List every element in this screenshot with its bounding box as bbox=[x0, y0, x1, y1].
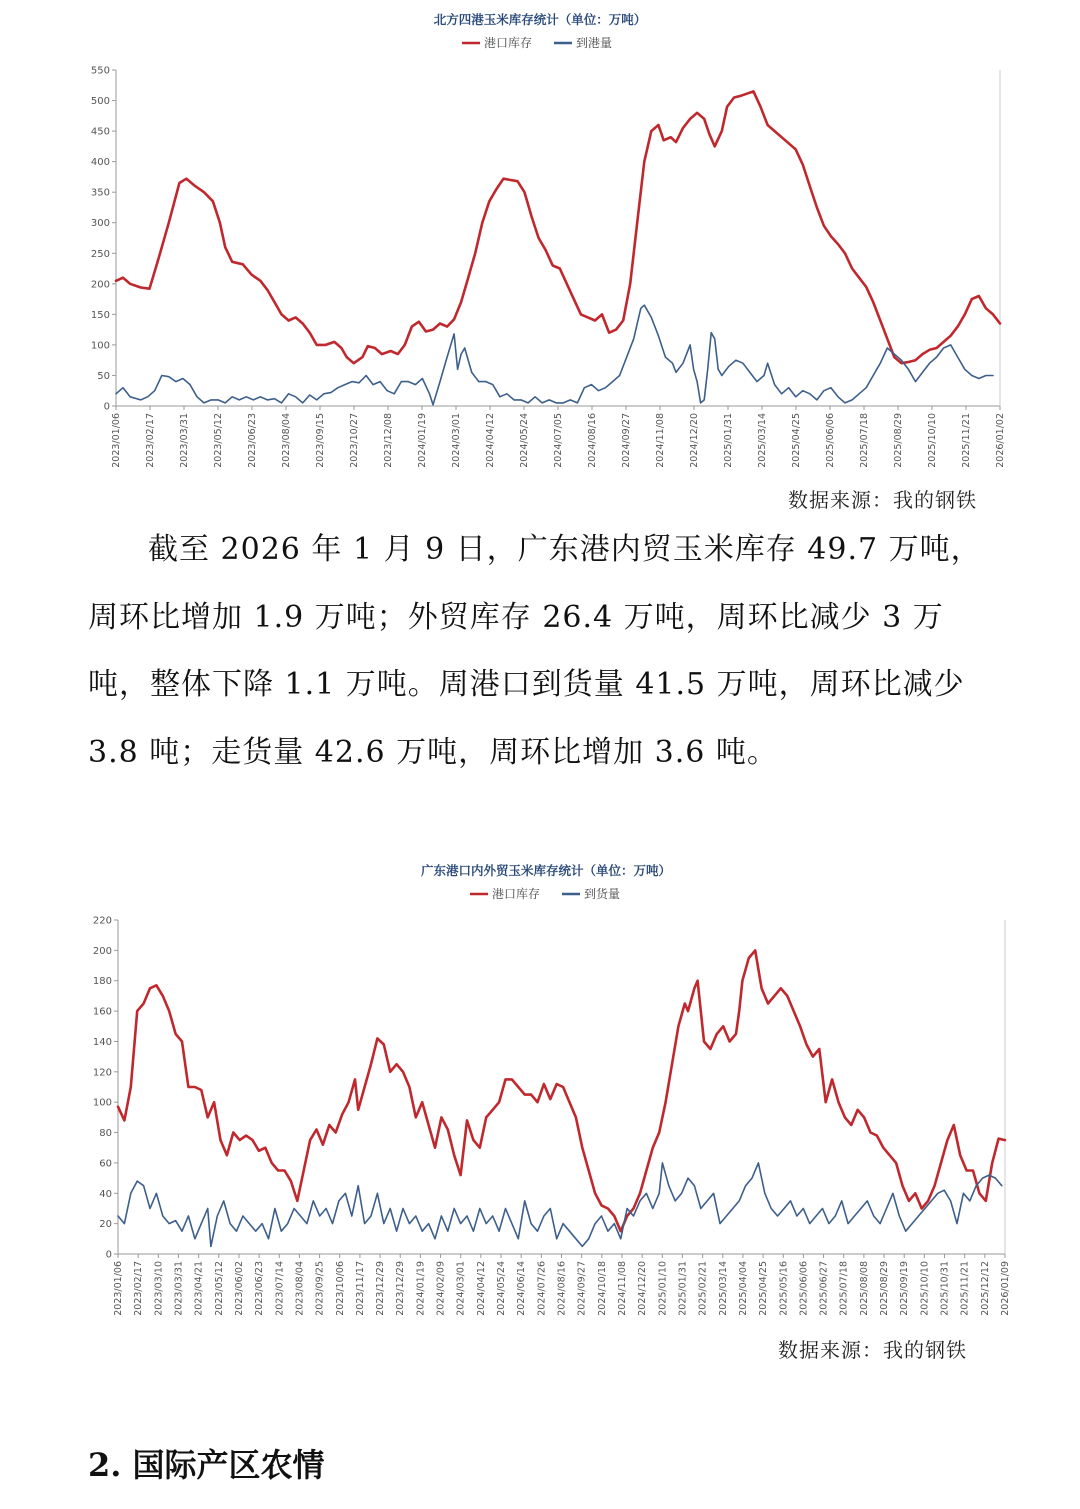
series-line-2-0 bbox=[118, 950, 1005, 1231]
legend-label-1-0: 港口库存 bbox=[484, 36, 533, 50]
ytick-label-2-1: 20 bbox=[99, 1219, 112, 1231]
xtick-label-1-22: 2025/07/18 bbox=[859, 413, 870, 468]
xtick-label-2-33: 2025/05/16 bbox=[778, 1261, 790, 1316]
chart-2-title: 广东港口内外贸玉米库存统计（单位：万吨） bbox=[420, 863, 672, 878]
source-note-1: 数据来源：我的钢铁 bbox=[788, 488, 977, 512]
xtick-label-2-18: 2024/04/12 bbox=[475, 1261, 487, 1316]
xtick-label-2-17: 2024/03/01 bbox=[455, 1261, 467, 1316]
source-note-2: 数据来源：我的钢铁 bbox=[778, 1338, 967, 1362]
xtick-label-2-29: 2025/02/21 bbox=[697, 1261, 709, 1316]
ytick-label-2-2: 40 bbox=[99, 1188, 112, 1200]
xtick-label-2-16: 2024/02/09 bbox=[435, 1261, 447, 1316]
ytick-label-1-4: 200 bbox=[90, 279, 110, 291]
series-line-2-1 bbox=[118, 1163, 1002, 1247]
xtick-label-2-4: 2023/04/21 bbox=[193, 1261, 205, 1316]
xtick-label-1-9: 2024/01/19 bbox=[417, 413, 428, 468]
xtick-label-2-23: 2024/09/27 bbox=[576, 1261, 588, 1316]
ytick-label-1-2: 100 bbox=[90, 340, 110, 352]
xtick-label-2-43: 2025/12/12 bbox=[979, 1261, 991, 1316]
ytick-label-1-7: 350 bbox=[90, 187, 110, 199]
legend-label-2-0: 港口库存 bbox=[492, 887, 541, 901]
xtick-label-1-26: 2026/01/02 bbox=[995, 413, 1006, 468]
ytick-label-1-0: 0 bbox=[103, 401, 110, 413]
ytick-label-2-7: 140 bbox=[92, 1036, 112, 1048]
xtick-label-2-25: 2024/11/08 bbox=[616, 1261, 628, 1316]
chart-north-four-ports bbox=[0, 0, 1080, 490]
xtick-label-2-12: 2023/11/17 bbox=[354, 1261, 366, 1316]
chart-guangdong-ports bbox=[0, 852, 1080, 1327]
xtick-label-1-24: 2025/10/10 bbox=[927, 413, 938, 468]
xtick-label-2-40: 2025/10/10 bbox=[919, 1261, 931, 1316]
xtick-label-2-0: 2023/01/06 bbox=[113, 1261, 124, 1316]
xtick-label-2-26: 2024/12/20 bbox=[637, 1261, 649, 1316]
body-paragraph bbox=[88, 516, 988, 786]
section-heading: 2. 国际产区农情 bbox=[88, 1446, 325, 1484]
xtick-label-1-13: 2024/07/05 bbox=[553, 413, 564, 468]
xtick-label-1-4: 2023/06/23 bbox=[247, 413, 258, 468]
xtick-label-2-13: 2023/12/29 bbox=[375, 1261, 387, 1316]
xtick-label-1-14: 2024/08/16 bbox=[587, 413, 598, 468]
xtick-label-2-42: 2025/11/21 bbox=[959, 1261, 971, 1316]
xtick-label-2-38: 2025/08/29 bbox=[879, 1261, 891, 1316]
xtick-label-2-41: 2025/10/31 bbox=[939, 1261, 951, 1316]
ytick-label-2-4: 80 bbox=[99, 1128, 112, 1140]
ytick-label-2-9: 180 bbox=[92, 976, 112, 988]
xtick-label-1-2: 2023/03/31 bbox=[179, 413, 190, 468]
xtick-label-2-32: 2025/04/25 bbox=[758, 1261, 770, 1316]
xtick-label-1-11: 2024/04/12 bbox=[485, 413, 496, 468]
ytick-label-1-5: 250 bbox=[90, 248, 110, 260]
xtick-label-2-9: 2023/08/04 bbox=[294, 1261, 306, 1316]
ytick-label-2-0: 0 bbox=[105, 1249, 112, 1261]
xtick-label-2-28: 2025/01/31 bbox=[677, 1261, 689, 1316]
ytick-label-1-8: 400 bbox=[90, 157, 110, 169]
xtick-label-1-10: 2024/03/01 bbox=[451, 413, 462, 468]
series-line-1-0 bbox=[116, 91, 1000, 363]
xtick-label-1-15: 2024/09/27 bbox=[621, 413, 632, 468]
xtick-label-1-17: 2024/12/20 bbox=[689, 413, 700, 468]
xtick-label-2-15: 2024/01/19 bbox=[415, 1261, 427, 1316]
xtick-label-2-30: 2025/03/14 bbox=[717, 1261, 729, 1316]
xtick-label-1-5: 2023/08/04 bbox=[281, 413, 292, 468]
xtick-label-2-39: 2025/09/19 bbox=[899, 1261, 911, 1316]
ytick-label-2-5: 100 bbox=[92, 1097, 112, 1109]
xtick-label-1-19: 2025/03/14 bbox=[757, 413, 768, 468]
ytick-label-1-6: 300 bbox=[90, 218, 110, 230]
xtick-label-2-35: 2025/06/27 bbox=[818, 1261, 830, 1316]
xtick-label-1-23: 2025/08/29 bbox=[893, 413, 904, 468]
xtick-label-2-21: 2024/07/26 bbox=[536, 1261, 548, 1316]
ytick-label-1-1: 50 bbox=[97, 370, 110, 382]
xtick-label-1-8: 2023/12/08 bbox=[383, 413, 394, 468]
ytick-label-1-9: 450 bbox=[90, 126, 110, 138]
xtick-label-2-19: 2024/05/24 bbox=[496, 1261, 508, 1316]
paragraph-text: 截至 2026 年 1 月 9 日，广东港内贸玉米库存 49.7 万吨，周环比增加 1.9 万吨；外贸库存 26.4 万吨，周环比减少 3 万吨，整体下降 1.1 万吨。周港口到货量 41.5 万吨，周环比减少 3.8 吨；走货量 42.6 万吨，周环比增加 3.6 吨。 bbox=[88, 532, 982, 770]
xtick-label-1-6: 2023/09/15 bbox=[315, 413, 326, 468]
ytick-label-1-11: 550 bbox=[90, 65, 110, 77]
ytick-label-2-10: 200 bbox=[92, 945, 112, 957]
ytick-label-2-8: 160 bbox=[92, 1006, 112, 1018]
ytick-label-2-3: 60 bbox=[99, 1158, 112, 1170]
series-line-1-1 bbox=[116, 305, 993, 405]
xtick-label-2-27: 2025/01/10 bbox=[657, 1261, 669, 1316]
xtick-label-2-6: 2023/06/02 bbox=[233, 1261, 245, 1316]
xtick-label-1-12: 2024/05/24 bbox=[519, 413, 530, 468]
xtick-label-1-25: 2025/11/21 bbox=[961, 413, 972, 468]
xtick-label-2-24: 2024/10/18 bbox=[596, 1261, 608, 1316]
ytick-label-1-10: 500 bbox=[90, 96, 110, 108]
chart-1-svg bbox=[0, 0, 1080, 490]
xtick-label-2-20: 2024/06/14 bbox=[516, 1261, 528, 1316]
xtick-label-2-8: 2023/07/14 bbox=[274, 1261, 286, 1316]
xtick-label-1-21: 2025/06/06 bbox=[825, 413, 836, 468]
legend-label-2-1: 到货量 bbox=[584, 887, 621, 901]
xtick-label-2-3: 2023/03/31 bbox=[173, 1261, 185, 1316]
xtick-label-1-18: 2025/01/31 bbox=[723, 413, 734, 468]
xtick-label-2-1: 2023/02/17 bbox=[133, 1261, 145, 1316]
xtick-label-1-0: 2023/01/06 bbox=[111, 413, 122, 468]
xtick-label-1-3: 2023/05/12 bbox=[213, 413, 224, 468]
xtick-label-2-5: 2023/05/12 bbox=[213, 1261, 225, 1316]
xtick-label-2-36: 2025/07/18 bbox=[838, 1261, 850, 1316]
xtick-label-2-31: 2025/04/04 bbox=[737, 1261, 749, 1316]
xtick-label-2-14: 2023/12/29 bbox=[395, 1261, 407, 1316]
xtick-label-2-7: 2023/06/23 bbox=[254, 1261, 266, 1316]
xtick-label-1-7: 2023/10/27 bbox=[349, 413, 360, 468]
xtick-label-2-10: 2023/09/25 bbox=[314, 1261, 326, 1316]
xtick-label-1-16: 2024/11/08 bbox=[655, 413, 666, 468]
chart-1-title: 北方四港玉米库存统计（单位：万吨） bbox=[433, 12, 647, 27]
xtick-label-1-20: 2025/04/25 bbox=[791, 413, 802, 468]
xtick-label-2-22: 2024/08/16 bbox=[556, 1261, 568, 1316]
chart-2-svg bbox=[0, 852, 1080, 1327]
legend-label-1-1: 到港量 bbox=[576, 36, 613, 50]
xtick-label-2-34: 2025/06/06 bbox=[798, 1261, 810, 1316]
ytick-label-2-6: 120 bbox=[92, 1067, 112, 1079]
xtick-label-2-2: 2023/03/10 bbox=[153, 1261, 165, 1316]
ytick-label-1-3: 150 bbox=[90, 309, 110, 321]
xtick-label-1-1: 2023/02/17 bbox=[145, 413, 156, 468]
xtick-label-2-44: 2026/01/09 bbox=[1000, 1261, 1011, 1316]
xtick-label-2-11: 2023/10/06 bbox=[334, 1261, 346, 1316]
ytick-label-2-11: 220 bbox=[92, 915, 112, 927]
xtick-label-2-37: 2025/08/08 bbox=[858, 1261, 870, 1316]
